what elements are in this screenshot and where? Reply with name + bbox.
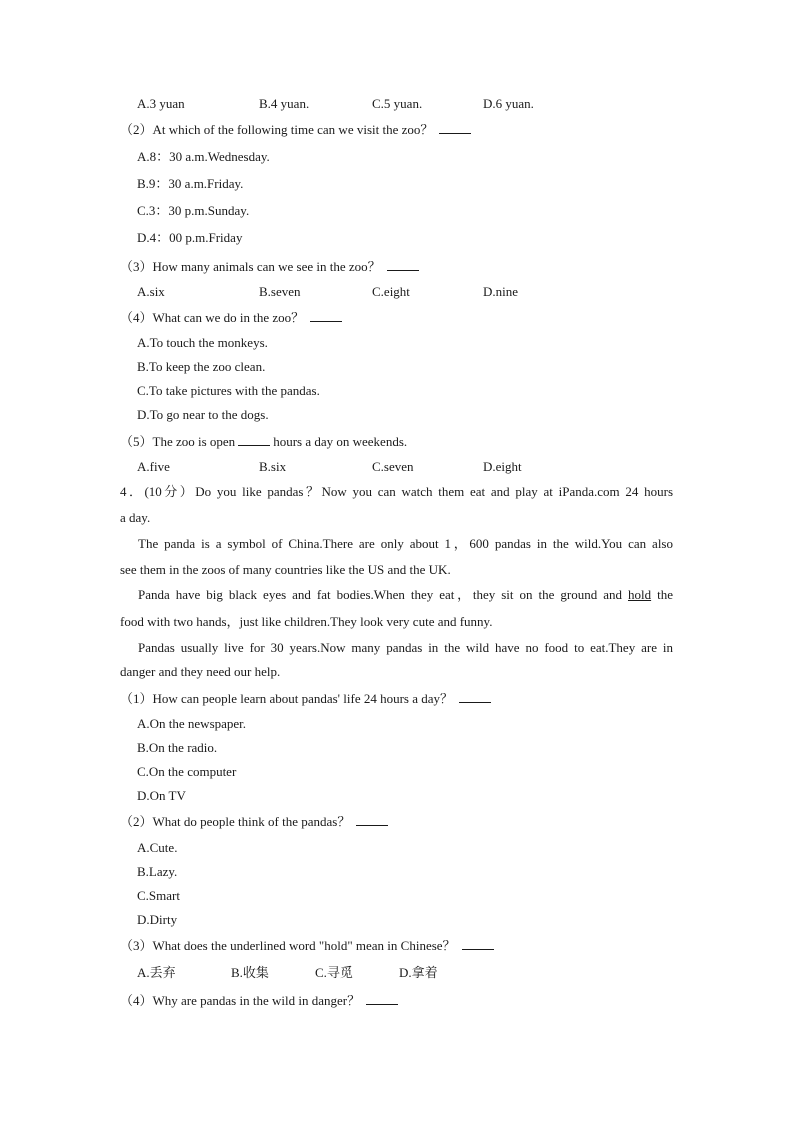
stem-text: （1）How can people learn about pandas' life 24 hours a day？ — [120, 691, 454, 706]
option-d[interactable]: D.4：00 p.m.Friday — [137, 230, 243, 245]
option-b[interactable]: B.seven — [259, 284, 301, 299]
stem-text: （4）What can we do in the zoo？ — [120, 310, 305, 325]
option-a[interactable]: A.five — [137, 459, 170, 474]
question-stem — [120, 258, 419, 275]
option-c[interactable]: C.5 yuan. — [372, 96, 423, 111]
stem-text: （3）What does the underlined word "hold" mean in Chinese？ — [120, 938, 456, 953]
option-d[interactable]: D.6 yuan. — [483, 96, 534, 111]
option-a[interactable]: A.3 yuan — [137, 96, 185, 111]
stem-text: （2）At which of the following time can we visit the zoo？ — [120, 122, 434, 137]
option-a[interactable]: A.8：30 a.m.Wednesday. — [137, 149, 270, 164]
stem-text: （2）What do people think of the pandas？ — [120, 814, 351, 829]
question-stem — [120, 937, 494, 954]
option-a[interactable]: A.To touch the monkeys. — [137, 335, 268, 350]
passage-line — [138, 587, 673, 603]
answer-blank[interactable] — [366, 992, 398, 1005]
passage-line: danger and they need our help. — [120, 664, 281, 679]
answer-blank[interactable] — [387, 258, 419, 271]
question-header-cont: a day. — [120, 510, 151, 525]
question-stem — [120, 992, 398, 1009]
option-a[interactable]: A.Cute. — [137, 840, 178, 855]
option-c[interactable]: C.3：30 p.m.Sunday. — [137, 203, 250, 218]
option-b[interactable]: B.Lazy. — [137, 864, 178, 879]
option-b[interactable]: B.On the radio. — [137, 740, 218, 755]
option-d[interactable]: D.On TV — [137, 788, 186, 803]
answer-blank[interactable] — [356, 813, 388, 826]
stem-text-end: hours a day on weekends. — [273, 434, 408, 449]
option-c[interactable]: C.寻觅 — [315, 965, 353, 980]
option-b[interactable]: B.4 yuan. — [259, 96, 310, 111]
option-b[interactable]: B.收集 — [231, 965, 269, 980]
option-b[interactable]: B.six — [259, 459, 287, 474]
stem-text: （4）Why are pandas in the wild in danger？ — [120, 993, 361, 1008]
answer-blank[interactable] — [459, 690, 491, 703]
question-header: 4．(10分）Do you like pandas？Now you can watch them eat and play at iPanda.com 24 hours — [120, 484, 673, 499]
answer-blank[interactable] — [462, 937, 494, 950]
passage-line: see them in the zoos of many countries like the US and the UK. — [120, 562, 451, 577]
option-c[interactable]: C.eight — [372, 284, 410, 299]
question-stem — [120, 690, 491, 707]
option-b[interactable]: B.To keep the zoo clean. — [137, 359, 266, 374]
option-d[interactable]: D.Dirty — [137, 912, 178, 927]
option-d[interactable]: D.To go near to the dogs. — [137, 407, 269, 422]
question-stem — [120, 433, 407, 450]
option-c[interactable]: C.On the computer — [137, 764, 237, 779]
option-c[interactable]: C.Smart — [137, 888, 180, 903]
option-a[interactable]: A.six — [137, 284, 165, 299]
passage-line: food with two hands，just like children.They look very cute and funny. — [120, 614, 493, 629]
option-c[interactable]: C.seven — [372, 459, 414, 474]
passage-text: Panda have big black eyes and fat bodies.When they eat，they sit on the ground and — [138, 587, 622, 602]
option-b[interactable]: B.9：30 a.m.Friday. — [137, 176, 244, 191]
underlined-word: hold — [627, 587, 652, 602]
stem-text: （3）How many animals can we see in the zoo？ — [120, 259, 381, 274]
passage-text: the — [657, 587, 673, 602]
question-stem — [120, 121, 471, 138]
option-d[interactable]: D.拿着 — [399, 965, 438, 980]
answer-blank[interactable] — [439, 121, 471, 134]
option-a[interactable]: A.丢弃 — [137, 965, 176, 980]
stem-text: （5）The zoo is open — [120, 434, 236, 449]
answer-blank[interactable] — [238, 433, 270, 446]
question-stem — [120, 309, 342, 326]
passage-line: The panda is a symbol of China.There are only about 1，600 pandas in the wild.You can also — [138, 536, 673, 551]
answer-blank[interactable] — [310, 309, 342, 322]
option-a[interactable]: A.On the newspaper. — [137, 716, 247, 731]
option-d[interactable]: D.eight — [483, 459, 522, 474]
passage-line: Pandas usually live for 30 years.Now many pandas in the wild have no food to eat.They are in — [138, 640, 673, 655]
option-d[interactable]: D.nine — [483, 284, 519, 299]
question-stem — [120, 813, 388, 830]
option-c[interactable]: C.To take pictures with the pandas. — [137, 383, 320, 398]
